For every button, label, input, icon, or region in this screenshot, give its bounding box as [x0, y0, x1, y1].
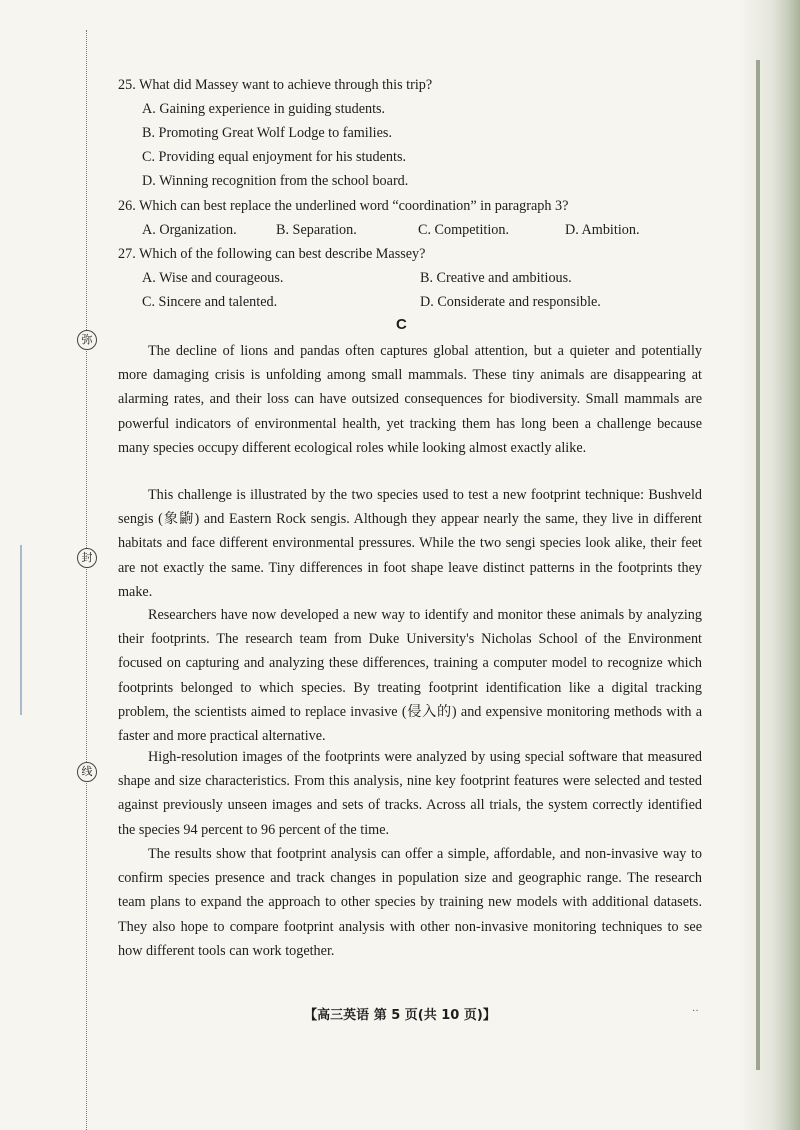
question-25-option-b: B. Promoting Great Wolf Lodge to families.	[142, 125, 392, 141]
page-footer: 【高三英语 第 5 页(共 10 页)】	[304, 1008, 496, 1023]
question-26-option-c: C. Competition.	[418, 222, 510, 238]
passage-paragraph-5: The results show that footprint analysis can offer a simple, affordable, and non-invasive way to confirm species presence and track changes in population size and geographic range. The research team plans to expand the approach to other species by training new models with additional datasets. They also hope to compare footprint analysis with other non-invasive monitoring techniques to see how different tools can work together.	[118, 846, 702, 959]
scan-left-stripe	[20, 545, 22, 715]
question-27-option-b: B. Creative and ambitious.	[420, 270, 572, 286]
binding-dotted-line	[86, 30, 87, 1130]
question-25: 25. What did Massey want to achieve through this trip?	[118, 77, 433, 93]
section-letter: C	[396, 316, 407, 333]
question-26-option-d: D. Ambition.	[565, 222, 640, 238]
passage-paragraph-4: High-resolution images of the footprints were analyzed by using special software that measured shape and size characteristics. From this analysis, nine key footprint features were selected and tested against previously unseen images and sets of tracks. Across all trials, the system correctly identified the species 94 percent to 96 percent of the time.	[118, 749, 702, 838]
question-26-option-a: A. Organization.	[142, 222, 237, 238]
question-26-option-b: B. Separation.	[276, 222, 357, 238]
passage-paragraph-2: This challenge is illustrated by the two species used to test a new footprint technique: Bushveld sengis (象鼩) and Eastern Rock sengis. Although they appear nearly the same, they live in different habitats and face different environmental pressures. While the two sengi species look alike, their feet are not exactly the same. Tiny differences in foot shape leave distinct patterns in the footprints they make.	[118, 487, 702, 600]
binding-mark-xian: 线	[77, 762, 97, 782]
question-27-option-d: D. Considerate and responsible.	[420, 294, 601, 310]
question-27-option-c: C. Sincere and talented.	[142, 294, 278, 310]
scan-edge-shadow	[738, 0, 800, 1130]
question-25-option-a: A. Gaining experience in guiding students.	[142, 101, 386, 117]
question-25-option-c: C. Providing equal enjoyment for his students.	[142, 149, 407, 165]
passage-paragraph-3: Researchers have now developed a new way to identify and monitor these animals by analyzing their footprints. The research team from Duke University's Nicholas School of the Environment focused on capturing and analyzing these differences, training a computer model to recognize which footprints belonged to which species. By treating footprint identification like a digital tracking problem, the scientists aimed to replace invasive (侵入的) and expensive monitoring methods with a faster and more practical alternative.	[118, 607, 702, 745]
question-25-option-d: D. Winning recognition from the school board.	[142, 173, 409, 189]
question-27-option-a: A. Wise and courageous.	[142, 270, 284, 286]
footer-dots: ··	[692, 1006, 699, 1017]
binding-mark-feng: 封	[77, 548, 97, 568]
question-26: 26. Which can best replace the underlined word “coordination” in paragraph 3?	[118, 198, 569, 214]
question-27: 27. Which of the following can best describe Massey?	[118, 246, 426, 262]
binding-mark-mi: 弥	[77, 330, 97, 350]
scan-edge-bar	[756, 60, 760, 1070]
passage-paragraph-1: The decline of lions and pandas often captures global attention, but a quieter and potentially more damaging crisis is unfolding among small mammals. These tiny animals are disappearing at alarming rates, and their loss can have outsized consequences for biodiversity. Small mammals are powerful indicators of environmental health, yet tracking them has long been a challenge because many species occupy different ecological roles while looking almost exactly alike.	[118, 343, 702, 456]
